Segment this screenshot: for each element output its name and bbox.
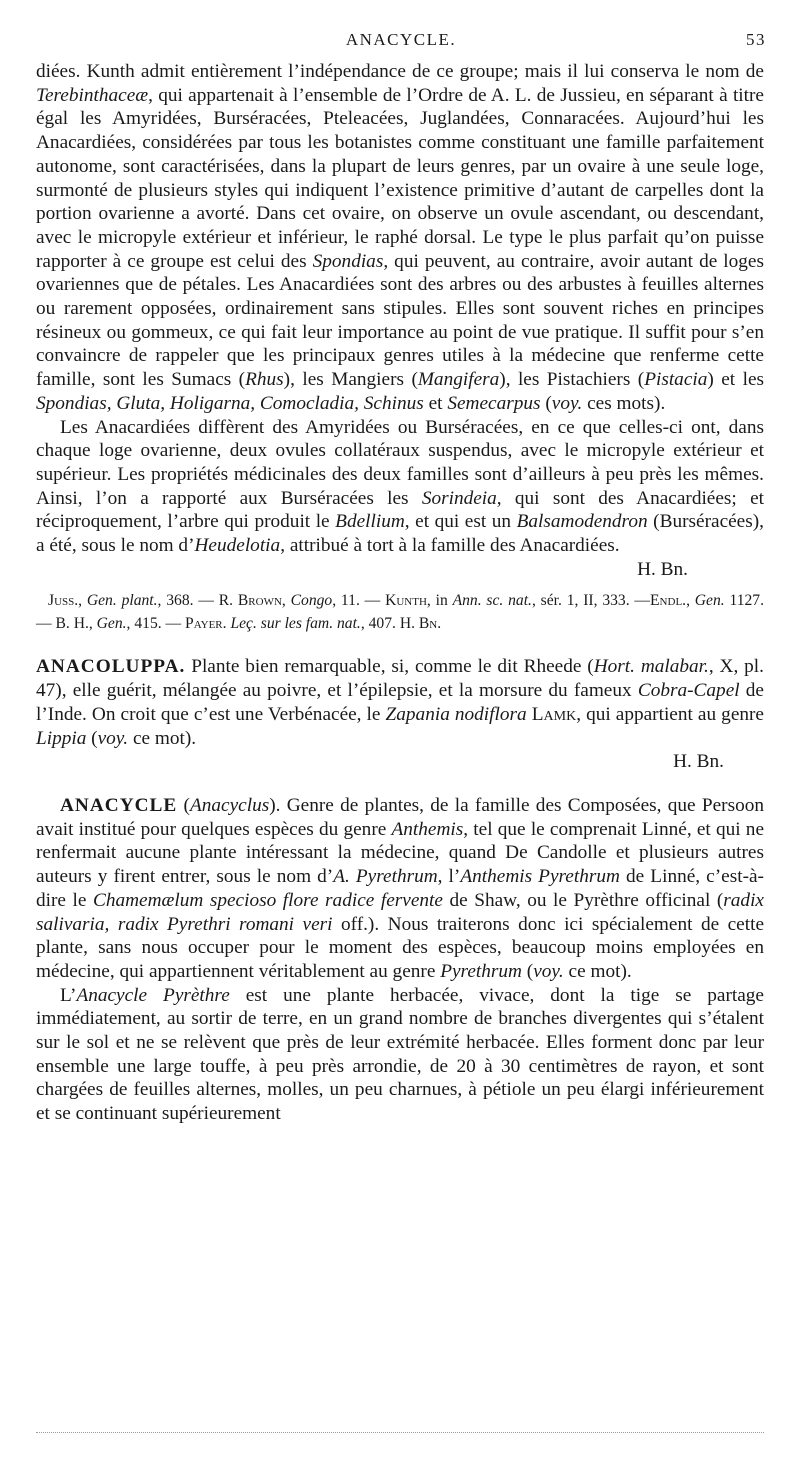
cross-reference: voy. bbox=[551, 392, 583, 414]
text-run: ( bbox=[540, 392, 552, 414]
author-signature: H. Bn. bbox=[637, 558, 688, 580]
taxon-name: Cobra-Capel bbox=[637, 680, 740, 702]
taxon-name: Anthemis Pyrethrum bbox=[460, 866, 620, 888]
text-run: ( bbox=[86, 727, 98, 749]
running-title: ANACYCLE. bbox=[345, 30, 457, 49]
taxon-name: Rhus bbox=[245, 369, 284, 391]
text-run: Plante bien remarquable, si, comme le dit Rheede ( bbox=[185, 656, 594, 678]
anacoluppa-signature bbox=[36, 750, 764, 774]
text-run: , 11. — bbox=[332, 592, 386, 610]
taxon-name: Chamemælum specioso flore radice fervente bbox=[92, 889, 443, 911]
text-run: de l’Inde. On croit que c’est une Verbénacée, le bbox=[36, 680, 764, 725]
text-run: ce mot). bbox=[128, 727, 197, 749]
text-run: ). Genre de plantes, de la famille des Composées, que Persoon avait institué pour quelques espèces du genre bbox=[36, 794, 764, 840]
taxon-name: Pistacia bbox=[644, 369, 708, 391]
taxon-name: Lippia bbox=[36, 727, 87, 749]
text-run: . bbox=[222, 615, 231, 633]
text-run: , bbox=[78, 592, 87, 610]
text-run: 1127. — B. H., bbox=[36, 592, 764, 633]
entry-headword: ANACOLUPPA. bbox=[36, 656, 186, 678]
text-run: , 407. H. bbox=[360, 615, 419, 633]
bottom-rule bbox=[36, 1432, 764, 1433]
text-run: , sér. 1, II, 333. — bbox=[531, 592, 651, 610]
taxon-name: Anacyclus bbox=[189, 794, 270, 816]
author-name: Juss. bbox=[48, 592, 79, 610]
anacardiees-bibliography bbox=[36, 589, 764, 635]
anacycle-paragraph-2 bbox=[36, 984, 764, 1126]
taxon-name: Anthemis bbox=[391, 818, 464, 840]
work-title: Hort. malabar. bbox=[593, 656, 709, 678]
text-run: off.). Nous traiterons donc ici spécialement de cette plante, sans nous occuper pour le moment des espèces, beaucoup moins employées en médecine, qui appartiennent véritablement au genre bbox=[36, 913, 765, 982]
author-name: Kunth bbox=[385, 592, 427, 610]
author-name: Lamk bbox=[531, 703, 577, 725]
anacardiees-paragraph-2 bbox=[36, 416, 764, 558]
text-run: ( bbox=[521, 960, 534, 982]
text-run: , qui peuvent, au contraire, avoir autant de loges ovariennes que de pétales. Les Anacardiées sont des arbres ou des arbustes à feuilles alternes ou rarement opposées, ordinairement sans stipules. Elles sont souvent riches en principes résineux ou gommeux, ce qui fait leur importance au point de vue pratique. Il suffit pour s’en convaincre de rappeler que les principaux genres utiles à la médecine que renferme cette famille, sont les Sumacs ( bbox=[36, 250, 764, 391]
entry-anacycle bbox=[36, 794, 764, 1126]
taxon-name: Anacycle Pyrèthre bbox=[76, 984, 230, 1006]
anacycle-paragraph-1 bbox=[36, 794, 764, 984]
text-run: et bbox=[423, 392, 448, 414]
taxon-name: Bdellium bbox=[335, 511, 405, 533]
cross-reference: voy. bbox=[533, 960, 564, 982]
taxon-name: Mangifera bbox=[417, 369, 500, 391]
text-run: , attribué à tort à la famille des Anacardiées. bbox=[280, 535, 620, 557]
work-title: Ann. sc. nat. bbox=[452, 592, 532, 610]
text-run: ), les Pistachiers ( bbox=[499, 369, 645, 391]
text-run: . bbox=[437, 615, 442, 633]
text-run: , in bbox=[426, 592, 453, 610]
author-name: Brown bbox=[237, 592, 282, 610]
text-run: ces mots). bbox=[582, 392, 666, 414]
text-run: , et qui est un bbox=[404, 511, 517, 533]
work-title: Gen. bbox=[694, 592, 725, 610]
text-run: ( bbox=[177, 794, 190, 816]
anacardiees-signature bbox=[36, 558, 764, 582]
cross-reference: voy. bbox=[97, 727, 129, 749]
author-name: Payer bbox=[185, 615, 223, 633]
text-run: ) et les bbox=[707, 369, 765, 391]
taxon-name: Balsamodendron bbox=[516, 511, 648, 533]
author-signature: H. Bn. bbox=[673, 751, 724, 773]
text-run: , 368. — R. bbox=[157, 592, 238, 610]
text-run: , bbox=[281, 592, 291, 610]
work-title: Gen. bbox=[96, 615, 127, 633]
taxon-name: Zapania nodiflora bbox=[385, 703, 527, 725]
entry-anacoluppa bbox=[36, 655, 764, 774]
taxon-name: Spondias, Gluta, Holigarna, Comocladia, Schinus bbox=[36, 392, 424, 414]
text-run: (Burséracées), a été, sous le nom d’ bbox=[36, 511, 764, 557]
text-run: est une plante herbacée, vivace, dont la tige se partage immédiatement, au sortir de terre, en un grand nombre de branches divergentes qui s’étalent sur le sol et ne se relèvent que près de leur extrémité herbacée. Elles forment donc par leur ensemble une large touffe, à peu près arrondie, de 20 à 30 centimètres de rayon, et sont chargées de feuilles alternes, molles, un peu charnues, à pétiole un peu élargi inférieurement et se continuant supérieurement bbox=[36, 984, 764, 1125]
taxon-name: A. Pyrethrum bbox=[333, 866, 438, 888]
text-run: , tel que le comprenait Linné, et qui ne renfermait aucune plante intéressant la médecine, quand De Candolle et plusieurs autres auteurs y firent entrer, sous le nom d’ bbox=[36, 818, 765, 888]
text-run: , X, pl. 47), elle guérit, mélangée au poivre, et l’épilepsie, et la morsure du fameux bbox=[36, 656, 764, 702]
anacoluppa-paragraph bbox=[36, 655, 764, 750]
anacardiees-paragraph-1 bbox=[36, 60, 764, 416]
text-run: , l’ bbox=[437, 866, 461, 888]
text-run: Les Anacardiées diffèrent des Amyridées ou Burséracées, en ce que celles-ci ont, dans chaque loge ovarienne, deux ovules collatéraux suspendus, avec le micropyle extérieur et supérieur. Les propriétés médicinales des deux familles sont d’ailleurs à peu près les mêmes. Ainsi, l’on a rapporté aux Burséracées les bbox=[36, 416, 764, 509]
entry-headword: ANACYCLE bbox=[60, 794, 178, 816]
taxon-name: Heudelotia bbox=[194, 535, 281, 557]
text-run: ), les Mangiers ( bbox=[283, 369, 418, 391]
taxon-name: Terebinthaceæ bbox=[36, 84, 149, 106]
page-number: 53 bbox=[746, 30, 766, 49]
taxon-name: Spondias bbox=[312, 250, 384, 272]
taxon-name: Sorindeia bbox=[421, 487, 497, 509]
text-run: diées. Kunth admit entièrement l’indépendance de ce groupe; mais il lui conserva le nom de bbox=[36, 61, 764, 82]
text-run: de Linné, c’est-à-dire le bbox=[36, 866, 764, 911]
page-body bbox=[36, 60, 764, 1126]
text-run: L’ bbox=[60, 984, 77, 1006]
taxon-name: Pyrethrum bbox=[440, 960, 522, 982]
work-title: Leç. sur les fam. nat. bbox=[230, 615, 361, 633]
text-run: , qui appartient au genre bbox=[576, 703, 764, 725]
text-run: , 415. — bbox=[126, 615, 186, 633]
work-title: Gen. plant. bbox=[86, 592, 158, 610]
author-signature: Bn bbox=[418, 615, 438, 633]
text-run: ce mot). bbox=[563, 960, 632, 982]
text-run: , bbox=[686, 592, 695, 610]
taxon-name: Semecarpus bbox=[447, 392, 541, 414]
author-name: Endl. bbox=[650, 592, 687, 610]
text-run: , qui sont des Anacardiées; et réciproquement, l’arbre qui produit le bbox=[36, 487, 764, 533]
work-title: Congo bbox=[290, 592, 333, 610]
text-run: de Shaw, ou le Pyrèthre officinal ( bbox=[442, 889, 724, 911]
page-header bbox=[36, 30, 766, 56]
text-run: , qui appartenait à l’ensemble de l’Ordre de A. L. de Jussieu, en séparant à titre égal les Amyridées, Burséracées, Pteleacées, Juglandées, Connaracées. Aujourd’hui les Anacardiées, considérées par tous les botanistes comme constituant une famille parfaitement autonome, sont caractérisées, dans la plupart de leurs genres, par un ovaire à une seule loge, surmonté de plusieurs styles qui indiquent l’existence primitive d’autant de carpelles dont la portion ovarienne a avorté. Dans cet ovaire, on observe un ovule ascendant, ou descendant, avec le micropyle extérieur et inférieur, le raphé dorsal. Le type le plus parfait qu’on puisse rapporter à ce groupe est celui des bbox=[36, 84, 764, 272]
taxon-name: radix salivaria, radix Pyrethri romani veri bbox=[36, 889, 764, 935]
